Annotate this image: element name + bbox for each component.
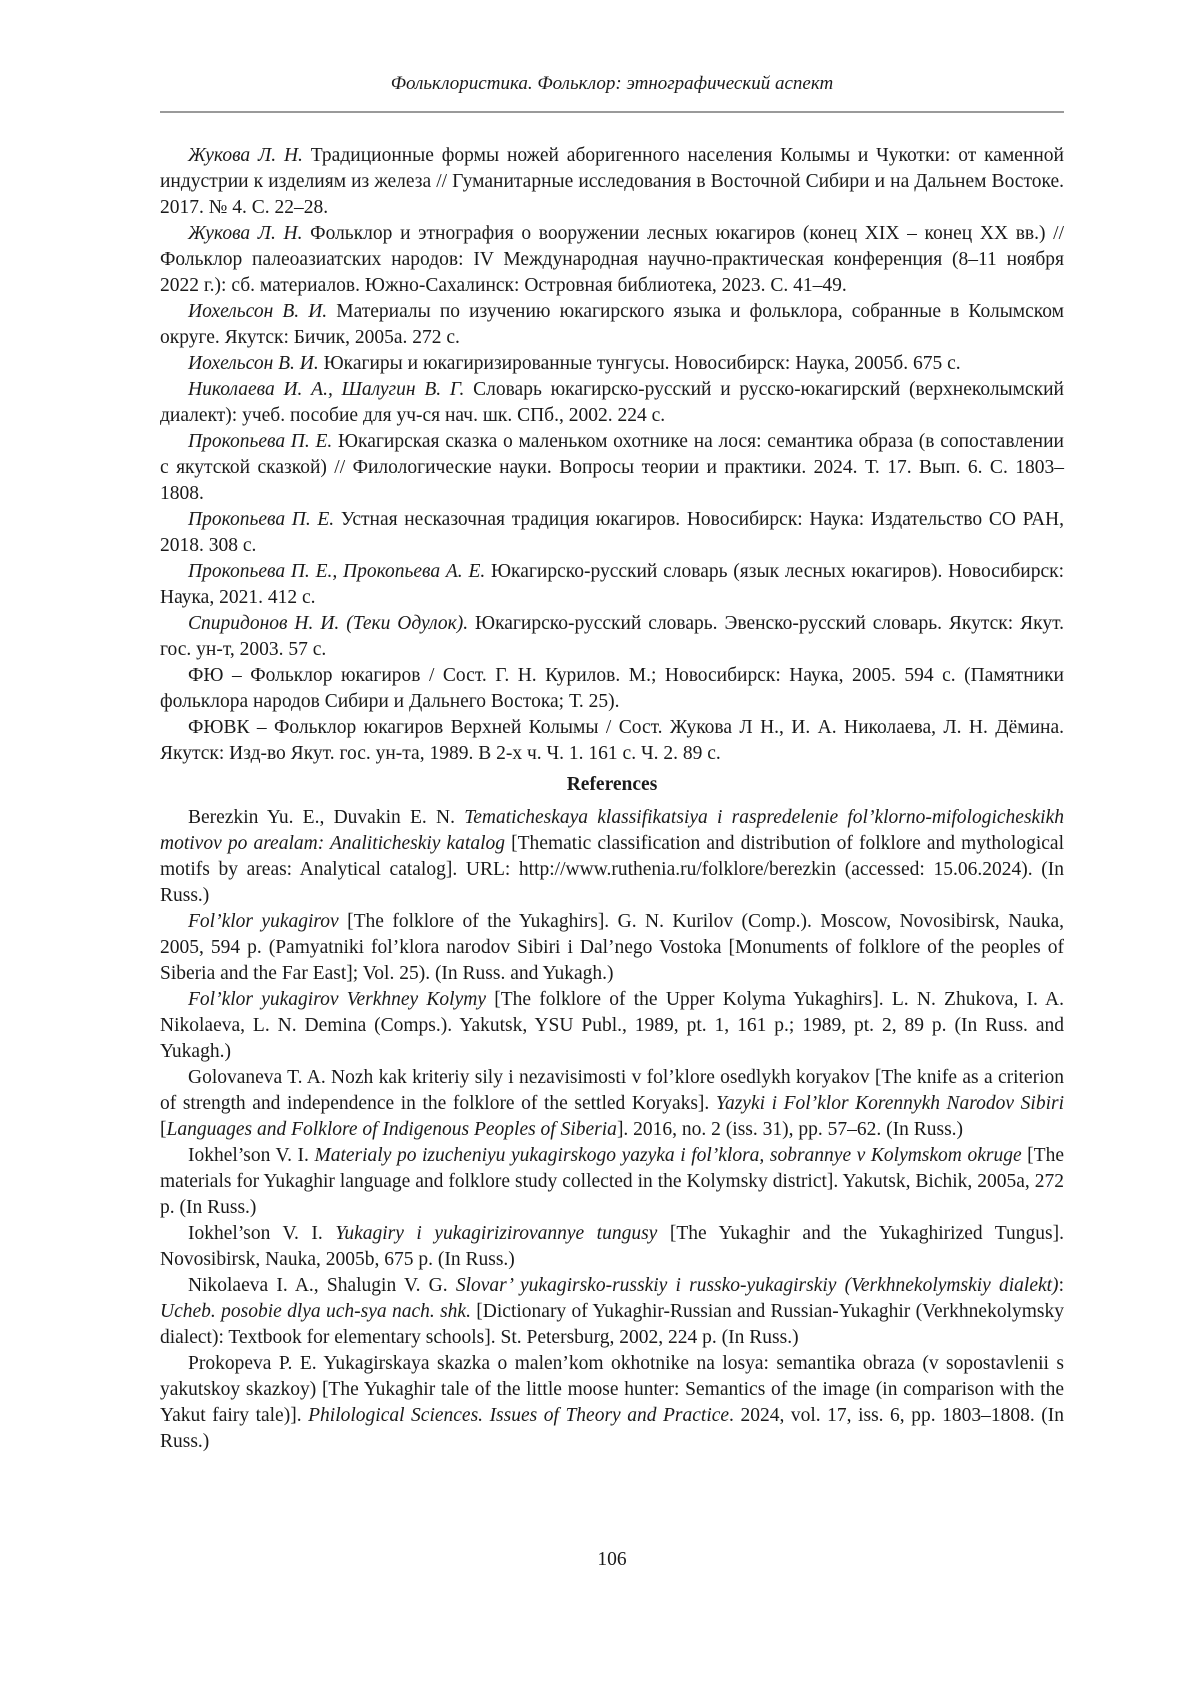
bibliography-entry xyxy=(160,351,1064,377)
entry-text: Юкагирско-русский словарь (язык лесных юкагиров). Новосибирск: Наука, 2021. 412 с. xyxy=(160,561,1064,608)
bibliography-list xyxy=(160,143,1064,767)
body-text xyxy=(160,143,1064,1455)
header-rule xyxy=(160,111,1064,113)
entry-text: Материалы по изучению юкагирского языка и фольклора, собранные в Колымском округе. Якутск: Бичик, 2005а. 272 с. xyxy=(160,301,1064,348)
bibliography-entry xyxy=(160,143,1064,221)
entry-author: Прокопьева П. Е. xyxy=(188,509,335,530)
entry-text: Фольклор и этнография о вооружении лесных юкагиров (конец XIX – конец XX вв.) // Фольклор палеоазиатских народов: IV Международная научно-практическая конференция (8–11 ноября 2022 г.): сб. материалов. Южно-Сахалинск: Островная библиотека, 2023. С. 41–49. xyxy=(160,223,1065,296)
reference-entry: Iokhel’son V. I. Yukagiry i yukagirizirovannye tungusy [The Yukaghir and the Yukaghirized Tungus]. Novosibirsk, Nauka, 2005b, 675 p. (In Russ.) xyxy=(160,1223,1064,1270)
entry-author: Прокопьева П. Е., Прокопьева А. Е. xyxy=(188,561,486,582)
reference-entry: Iokhel’son V. I. Materialy po izucheniyu yukagirskogo yazyka i fol’klora, sobrannye v Kolymskom okruge [The materials for Yukaghir language and folklore study collected in the Kolymsky district]. Yakutsk, Bichik, 2005a, 272 p. (In Russ.) xyxy=(160,1145,1064,1218)
entry-author: Спиридонов Н. И. (Теки Одулок). xyxy=(188,613,469,634)
entry-author: Жукова Л. Н. xyxy=(188,145,303,166)
bibliography-entry xyxy=(160,221,1064,299)
entry-author: Иохельсон В. И. xyxy=(188,301,328,322)
reference-entry: Golovaneva T. A. Nozh kak kriteriy sily i nezavisimosti v fol’klore osedlykh koryakov [The knife as a criterion of strength and independence in the folklore of the settled Koryaks]. Yazyki i Fol’klor Korennykh Narodov Sibiri [Languages and Folklore of Indigenous Peoples of Siberia]. 2016, no. 2 (iss. 31), pp. 57–62. (In Russ.) xyxy=(160,1067,1064,1140)
references-heading: References xyxy=(566,774,658,795)
page-number: 106 xyxy=(597,1549,627,1570)
entry-text: Словарь юкагирско-русский и русско-юкагирский (верхнеколымский диалект): учеб. пособие для уч-ся нач. шк. СПб., 2002. 224 с. xyxy=(160,379,1064,426)
entry-author: Николаева И. А., Шалугин В. Г. xyxy=(188,379,465,400)
bibliography-entry xyxy=(160,611,1064,663)
entry-text: ФЮ – Фольклор юкагиров / Сост. Г. Н. Курилов. М.; Новосибирск: Наука, 2005. 594 с. (Памятники фольклора народов Сибири и Дальнего Востока; Т. 25). xyxy=(160,665,1064,712)
reference-entry: Fol’klor yukagirov [The folklore of the Yukaghirs]. G. N. Kurilov (Comp.). Moscow, Novosibirsk, Nauka, 2005, 594 p. (Pamyatniki fol’klora narodov Sibiri i Dal’nego Vostoka [Monuments of folklore of the peoples of Siberia and the Far East]; Vol. 25). (In Russ. and Yukagh.) xyxy=(160,911,1064,984)
running-header: Фольклористика. Фольклор: этнографический аспект xyxy=(390,73,834,94)
entry-text: Юкагирская сказка о маленьком охотнике на лося: семантика образа (в сопоставлении с якутской сказкой) // Филологические науки. Вопросы теории и практики. 2024. Т. 17. Вып. 6. С. 1803–1808. xyxy=(160,431,1064,504)
bibliography-entry xyxy=(160,715,1064,767)
entry-text: Юкагирско-русский словарь. Эвенско-русский словарь. Якутск: Якут. гос. ун-т, 2003. 57 с. xyxy=(160,613,1064,660)
reference-entry: Fol’klor yukagirov Verkhney Kolymy [The folklore of the Upper Kolyma Yukaghirs]. L. N. Zhukova, I. A. Nikolaeva, L. N. Demina (Comps.). Yakutsk, YSU Publ., 1989, pt. 1, 161 p.; 1989, pt. 2, 89 p. (In Russ. and Yukagh.) xyxy=(160,989,1064,1062)
bibliography-entry xyxy=(160,429,1064,507)
entry-text: ФЮВК – Фольклор юкагиров Верхней Колымы / Сост. Жукова Л Н., И. А. Николаева, Л. Н. Дёмина. Якутск: Изд-во Якут. гос. ун-та, 1989. В 2-х ч. Ч. 1. 161 с. Ч. 2. 89 с. xyxy=(160,717,1064,764)
references-list xyxy=(160,805,1064,1455)
bibliography-entry xyxy=(160,507,1064,559)
entry-author: Иохельсон В. И. xyxy=(188,353,319,374)
reference-entry: Nikolaeva I. A., Shalugin V. G. Slovar’ yukagirsko-russkiy i russko-yukagirskiy (Verkhnekolymskiy dialekt): Ucheb. posobie dlya uch-sya nach. shk. [Dictionary of Yukaghir-Russian and Russian-Yukaghir (Verkhnekolymsky dialect): Textbook for elementary schools]. St. Petersburg, 2002, 224 p. (In Russ.) xyxy=(160,1275,1064,1348)
bibliography-entry xyxy=(160,663,1064,715)
reference-entry: Berezkin Yu. E., Duvakin E. N. Tematicheskaya klassifikatsiya i raspredelenie fol’klorno-mifologicheskikh motivov po arealam: Analiticheskiy katalog [Thematic classification and distribution of folklore and mythological motifs by areas: Analytical catalog]. URL: http://www.ruthenia.ru/folklore/berezkin (accessed: 15.06.2024). (In Russ.) xyxy=(160,807,1065,906)
entry-author: Жукова Л. Н. xyxy=(188,223,303,244)
entry-text: Традиционные формы ножей аборигенного населения Колымы и Чукотки: от каменной индустрии к изделиям из железа // Гуманитарные исследования в Восточной Сибири и на Дальнем Востоке. 2017. № 4. С. 22–28. xyxy=(160,145,1064,218)
bibliography-entry xyxy=(160,377,1064,429)
entry-author: Прокопьева П. Е. xyxy=(188,431,333,452)
bibliography-entry xyxy=(160,559,1064,611)
entry-text: Юкагиры и юкагиризированные тунгусы. Новосибирск: Наука, 2005б. 675 с. xyxy=(318,353,961,374)
reference-entry: Prokopeva P. E. Yukagirskaya skazka o malen’kom okhotnike na losya: semantika obraza (v sopostavlenii s yakutskoy skazkoy) [The Yukaghir tale of the little moose hunter: Semantics of the image (in comparison with the Yakut fairy tale)]. Philological Sciences. Issues of Theory and Practice. 2024, vol. 17, iss. 6, pp. 1803–1808. (In Russ.) xyxy=(160,1353,1064,1452)
entry-text: Устная несказочная традиция юкагиров. Новосибирск: Наука: Издательство СО РАН, 2018. 308 с. xyxy=(160,509,1064,556)
bibliography-entry xyxy=(160,299,1064,351)
